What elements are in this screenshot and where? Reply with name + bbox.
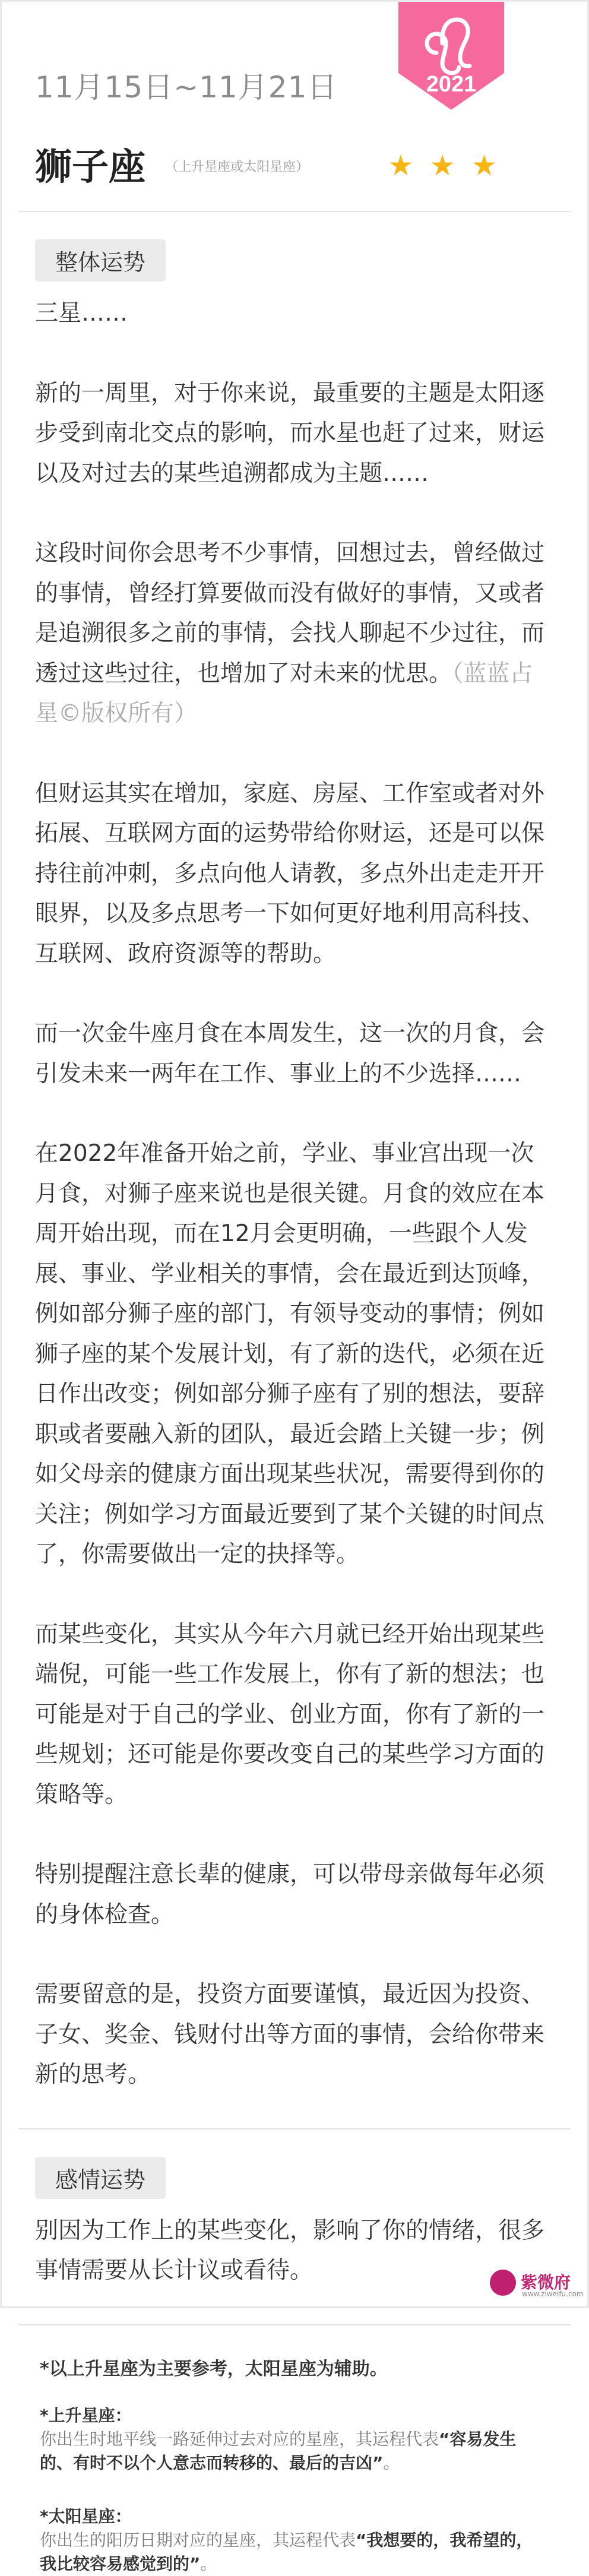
sun-desc-text: 你出生的阳历日期对应的星座，其运程代表 — [40, 2530, 356, 2550]
rising-desc-text: 你出生时地平线一路延伸过去对应的星座，其运程代表 — [40, 2429, 439, 2449]
star-icon: ★ — [471, 149, 501, 182]
year-badge — [398, 2, 504, 110]
badge-year: 2021 — [426, 72, 477, 97]
overall-paragraph: 而一次金牛座月食在本周发生，这一次的月食，会引发未来一两年在工作、事业上的不少选择…… — [35, 1020, 545, 1087]
overall-paragraph: 三星…… — [35, 300, 128, 327]
rising-desc-end: 。 — [383, 2452, 400, 2473]
copyright-credit: （蓝蓝占星©版权所有） — [35, 660, 533, 727]
overall-paragraph: 在2022年准备开始之前，学业、事业宫出现一次月食，对狮子座来说也是很关键。月食的效应在本周开始出现，而在12月会更明确，一些跟个人发展、事业、学业相关的事情，会在最近到达顶峰，例如部分狮子座的部门，有领导变动的事情；例如狮子座的某个发展计划，有了新的迭代，必须在近日作出改变；例如部分狮子座有了别的想法，要辞职或者要融入新的团队，最近会踏上关键一步；例如父母亲的健康方面出现某些状况，需要得到你的关注；例如学习方面最近要到了某个关键的时间点了，你需要做出一定的抉择等。 — [35, 1140, 545, 1568]
notes-section — [2, 2325, 587, 2576]
overall-paragraph: 而某些变化，其实从今年六月就已经开始出现某些端倪，可能一些工作发展上，你有了新的想法；也可能是对于自己的学业、创业方面，你有了新的一些规划；还可能是你要改变自己的某些学习方面的策略等。 — [35, 1621, 545, 1808]
overall-label: 整体运势 — [35, 239, 166, 281]
overall-paragraph: 特别提醒注意长辈的健康，可以带母亲做每年必须的身体检查。 — [35, 1861, 545, 1928]
rising-term: *上升星座： — [40, 2405, 132, 2425]
sun-desc-end: 。 — [200, 2553, 217, 2574]
watermark-logo — [490, 2266, 584, 2300]
overall-paragraph: 需要留意的是，投资方面要谨慎，最近因为投资、子女、奖金、钱财付出等方面的事情，会给你带来新的思考。 — [35, 1981, 545, 2088]
star-rating — [388, 149, 501, 182]
title-row — [35, 137, 309, 197]
love-paragraph: 别因为工作上的某些变化，影响了你的情绪，很多事情需要从长计议或看待。 — [35, 2217, 545, 2284]
rising-description — [40, 2428, 549, 2475]
date-range: 11月15日~11月21日 — [35, 70, 338, 105]
star-icon: ★ — [429, 149, 459, 182]
sun-quote: “我想要的，我希望的，我比较容易感觉到的” — [40, 2530, 533, 2574]
sign-note: （上升星座或太阳星座） — [165, 160, 309, 175]
overall-paragraph — [35, 533, 554, 734]
sun-term: *太阳星座： — [40, 2506, 132, 2526]
watermark-url: www.ziweifu.com — [522, 2290, 584, 2298]
love-label: 感情运势 — [35, 2157, 166, 2199]
card-header — [2, 2, 587, 211]
paragraph-text: 这段时间你会思考不少事情，回想过去，曾经做过的事情，曾经打算要做而没有做好的事情，又或者是追溯很多之前的事情，会找人聊起不少过往，而透过这些过往，也增加了对未来的忧思。 — [35, 540, 545, 687]
rising-quote: “容易发生的、有时不以个人意志而转移的、最后的吉凶” — [40, 2429, 517, 2473]
overall-paragraph: 新的一周里，对于你来说，最重要的主题是太阳逐步受到南北交点的影响，而水星也赶了过来，财运以及对过去的某些追溯都成为主题…… — [35, 379, 545, 487]
sign-name: 狮子座 — [35, 145, 146, 188]
overall-section — [2, 212, 587, 2128]
star-icon: ★ — [388, 149, 417, 182]
sun-description — [40, 2528, 549, 2576]
notes-lead: *以上升星座为主要参考，太阳星座为辅助。 — [40, 2358, 388, 2379]
watermark-text: 紫微府 — [521, 2273, 571, 2292]
overall-paragraph: 但财运其实在增加，家庭、房屋、工作室或者对外拓展、互联网方面的运势带给你财运，还是可以保持往前冲刺，多点向他人请教，多点外出走走开开眼界，以及多点思考一下如何更好地利用高科技、互联网、政府资源等的帮助。 — [35, 780, 545, 967]
watermark-icon — [490, 2270, 516, 2296]
